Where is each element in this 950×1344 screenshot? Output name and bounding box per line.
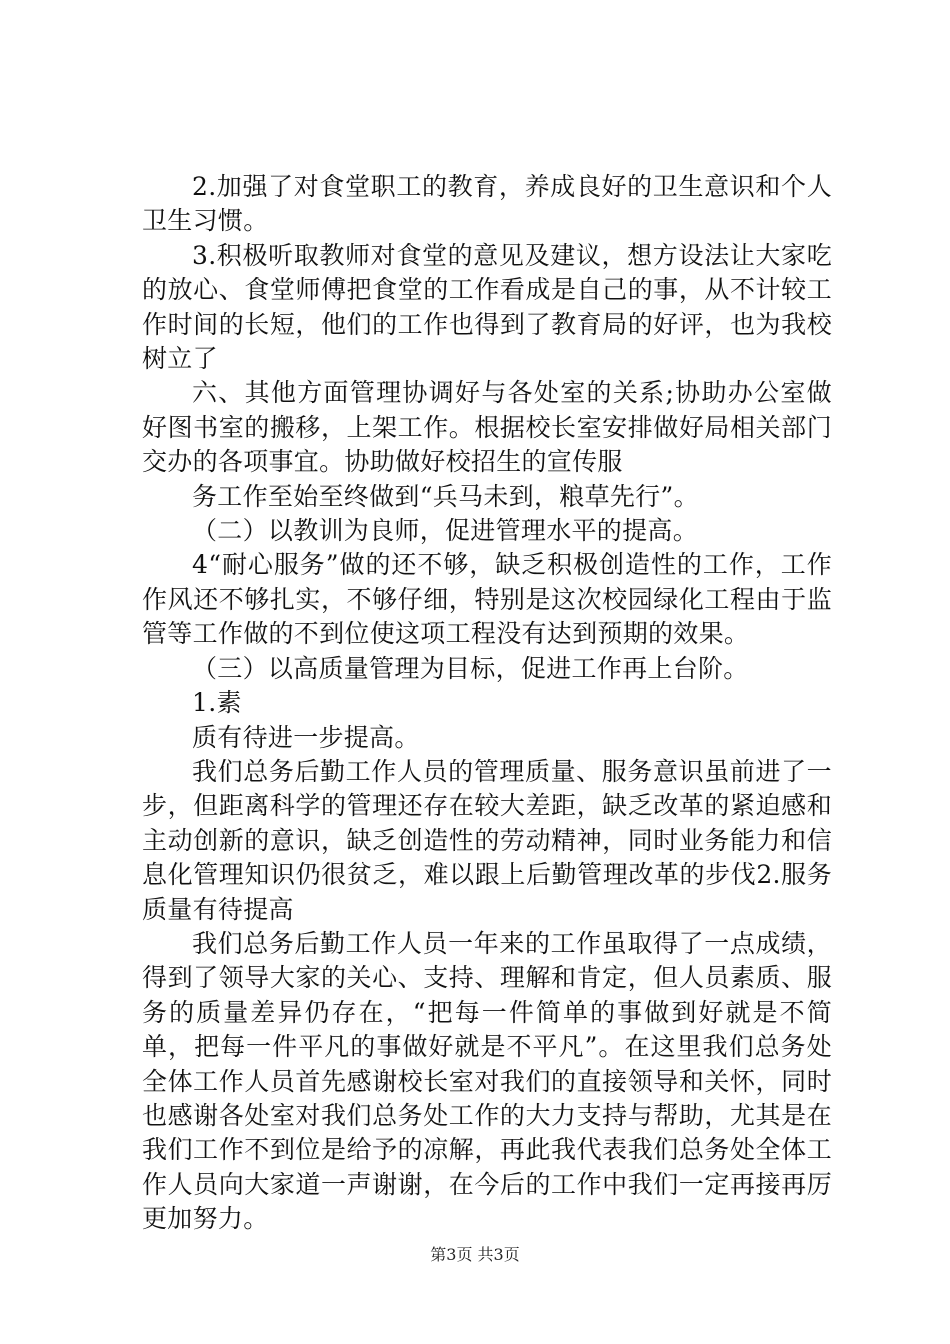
paragraph-staff-management: 我们总务后勤工作人员的管理质量、服务意识虽前进了一步，但距离科学的管理还存在较大差距，缺乏改革的紧迫感和主动创新的意识，缺乏创造性的劳动精神，同时业务能力和信息化管理知识仍很贫乏，难以跟上后勤管理改革的步伐2.服务质量有待提高 bbox=[142, 756, 832, 924]
paragraph-section-six: 六、其他方面管理协调好与各处室的关系;协助办公室做好图书室的搬移，上架工作。根据校长室安排做好局相关部门交办的各项事宜。协助做好校招生的宣传服 bbox=[142, 378, 832, 477]
paragraph-patient-service: 4“耐心服务”做的还不够，缺乏积极创造性的工作，工作作风还不够扎实，不够仔细，特别是这次校园绿化工程由于监管等工作做的不到位使这项工程没有达到预期的效果。 bbox=[142, 550, 832, 649]
document-body bbox=[142, 170, 832, 1237]
list-item-one: 1.素 bbox=[192, 688, 242, 718]
heading-quality-management: （三）以高质量管理为目标，促进工作再上台阶。 bbox=[192, 653, 749, 683]
paragraph-thanks: 我们总务后勤工作人员一年来的工作虽取得了一点成绩，得到了领导大家的关心、支持、理解和肯定，但人员素质、服务的质量差异仍存在，“把每一件简单的事做到好就是不简单，把每一件平凡的事做好就是不平凡”。在这里我们总务处全体工作人员首先感谢校长室对我们的直接领导和关怀，同时也感谢各处室对我们总务处工作的大力支持与帮助，尤其是在我们工作不到位是给予的凉解，再此我代表我们总务处全体工作人员向大家道一声谢谢，在今后的工作中我们一定再接再厉更加努力。 bbox=[142, 928, 832, 1234]
page-footer: 第3页 共3页 bbox=[430, 1245, 520, 1264]
heading-lessons-learned: （二）以教训为良师，促进管理水平的提高。 bbox=[192, 516, 699, 546]
paragraph-service-work: 务工作至始至终做到“兵马未到，粮草先行”。 bbox=[192, 481, 699, 511]
paragraph-canteen-feedback: 3.积极听取教师对食堂的意见及建议，想方设法让大家吃的放心、食堂师傅把食堂的工作看成是自己的事，从不计较工作时间的长短，他们的工作也得到了教育局的好评，也为我校树立了 bbox=[142, 240, 832, 374]
paragraph-canteen-education: 2.加强了对食堂职工的教育，养成良好的卫生意识和个人卫生习惯。 bbox=[142, 172, 832, 236]
paragraph-quality-improve: 质有待进一步提高。 bbox=[192, 722, 420, 752]
